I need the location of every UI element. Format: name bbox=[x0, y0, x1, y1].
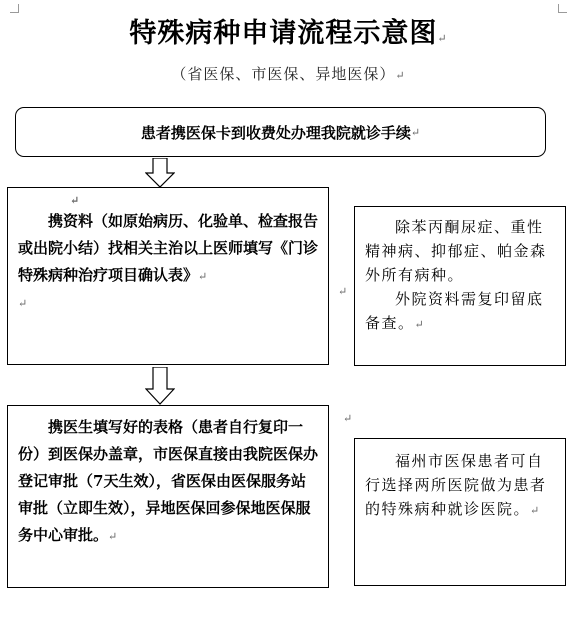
step-2-text: 携资料（如原始病历、化验单、检查报告或出院小结）找相关主治以上医师填写《门诊特殊病种治疗项目确认表》 bbox=[18, 212, 319, 284]
step-1-box: 患者携医保卡到收费处办理我院就诊手续 ↵ bbox=[15, 107, 546, 157]
note-1-text: 除苯丙酮尿症、重性精神病、抑郁症、帕金森外所有病种。 bbox=[365, 218, 547, 284]
step-3-box: 携医生填写好的表格（患者自行复印一份）到医保办盖章，市医保直接由我院医保办登记审批（7天生效），省医保由医保服务站审批（立即生效），异地医保回参保地医保服务中心审批。↵ bbox=[7, 405, 329, 588]
side-mark-2: ↵ bbox=[343, 412, 353, 425]
note-2-box: 福州市医保患者可自行选择两所医院做为患者的特殊病种就诊医院。↵ bbox=[354, 438, 566, 586]
note-1-text-2: 外院资料需复印留底备查。 bbox=[365, 290, 544, 332]
corner-mark-top-right bbox=[558, 4, 567, 13]
step-2-box: ↵ 携资料（如原始病历、化验单、检查报告或出院小结）找相关主治以上医师填写《门诊特殊病种治疗项目确认表》↵ ↵ bbox=[7, 187, 329, 365]
note-1-box: 除苯丙酮尿症、重性精神病、抑郁症、帕金森外所有病种。 外院资料需复印留底备查。↵ bbox=[354, 206, 566, 366]
corner-mark-top-left bbox=[10, 4, 19, 13]
arrow-down-1 bbox=[145, 158, 175, 188]
arrow-down-2 bbox=[145, 367, 175, 405]
step-3-text: 携医生填写好的表格（患者自行复印一份）到医保办盖章，市医保直接由我院医保办登记审批（7天生效），省医保由医保服务站审批（立即生效），异地医保回参保地医保服务中心审批。 bbox=[18, 418, 319, 544]
step-1-text: 患者携医保卡到收费处办理我院就诊手续 bbox=[140, 123, 411, 142]
side-mark-1: ↵ bbox=[338, 285, 348, 298]
page-title: 特殊病种申请流程示意图↵ bbox=[129, 18, 448, 49]
note-2-text: 福州市医保患者可自行选择两所医院做为患者的特殊病种就诊医院。 bbox=[365, 452, 547, 518]
page-subtitle: （省医保、市医保、异地医保）↵ bbox=[171, 65, 406, 83]
